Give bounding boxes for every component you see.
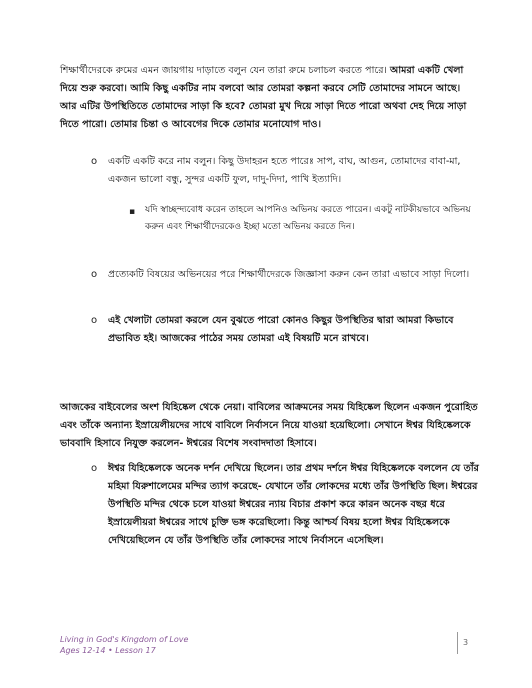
bullet-marker: o xyxy=(91,156,98,167)
bullet-ezekiel-vision: ঈশ্বর যিহিষ্কেলকে অনেক দর্শন দেখিয়ে ছিলেন। তার প্রথম দর্শনে ঈশ্বর যিহিষ্কেলকে বললেন যে তাঁর মহিমা যিরুশালেমের মন্দির ত্যাগ করেছে- যেখানে তাঁর লোকদের মধ্যে তাঁর উপস্থিতি ছিল। ঈশ্বরের উপস্থিতি মন্দির থেকে চলে যাওয়া ঈশ্বরের ন্যায় বিচার প্রকাশ করে কারন অনেক বছর ধরে ইস্রায়েলীয়রা ঈশ্বরের সাথে চুক্তি ভঙ্গ করেছিলো। কিন্তু আশ্চর্য বিষয় হলো ঈশ্বর যিহিষ্কেলকে দেখিয়েছিলেন যে তাঁর উপস্থিতি তাঁর লোকদের সাথে নির্বাসনে এসেছিল। xyxy=(108,463,479,546)
bullet-examples: একটি একটি করে নাম বলুন। কিছু উদাহরন হতে পারেঃ সাপ, বাঘ, আগুন, তোমাদের বাবা-মা, একজন ভালো বন্ধু, সুন্দর একটি ফুল, দাদু-দিদা, পাখি ইত্যাদি। xyxy=(108,156,461,185)
footer-divider xyxy=(457,632,458,654)
footer-separator: • xyxy=(107,646,113,655)
footer-title: Living in God's Kingdom of Love xyxy=(60,635,189,644)
sub-bullet-marker: ▪ xyxy=(129,207,136,217)
bible-context-paragraph: আজকের বাইবেলের অংশ যিহিষ্কেল থেকে নেয়া। বাবিলের আক্রমনের সময় যিহিষ্কেল ছিলেন একজন পুরোহিত এবং তাঁকে অন্যান্য ইস্রায়েলীয়দের সাথে বাবিলে নির্বাসনে নিয়ে যাওয়া হয়েছিলো। সেখানে ঈশ্বর যিহিষ্কেলকে ভাববাদি হিসাবে নিযুক্ত করলেন- ঈশ্বরের বিশেষ সংবাদদাতা হিসাবে। xyxy=(60,402,478,449)
intro-script-text: আমরা একটি খেলা দিয়ে শুরু করবো। আমি কিছু একটির নাম বলবো আর তোমরা কল্পনা করবে সেটি তোমাদের সামনে আছে। আর এটির উপস্থিতিতে তোমাদের সাড়া কি হবে? তোমরা মুখ দিয়ে সাড়া দিতে পারো অথবা দেহ দিয়ে সাড়া দিতে পারো। তোমার চিন্তা ও আবেগের দিকে তোমার মনোযোগ দাও। xyxy=(60,65,467,130)
intro-paragraph xyxy=(60,62,478,134)
footer-ages: Ages 12-14 xyxy=(60,646,106,655)
sub-bullet-acting: যদি স্বাচ্ছন্দ্যবোধ করেন তাহলে আপনিও অভিনয় করতে পারেন। একটু নাটকীয়ভাবে অভিনয় করুন এবং শিক্ষার্থীদেরকেও ইচ্ছা মতো অভিনয় করতে দিন। xyxy=(145,205,471,232)
page-number: 3 xyxy=(463,638,469,647)
bullet-ask-students: প্রত্যেকটি বিষয়ের অভিনয়ের পরে শিক্ষার্থীদেরকে জিজ্ঞাসা করুন কেন তারা এভাবে সাড়া দিলো। xyxy=(108,269,470,280)
bullet-marker: o xyxy=(91,463,98,474)
bullet-marker: o xyxy=(91,269,98,280)
footer-lesson: Lesson 17 xyxy=(115,646,156,655)
footer-lesson-line xyxy=(60,645,188,656)
intro-instruction-text: শিক্ষার্থীদেরকে রুমের এমন জায়গায় দাড়াতে বলুন যেন তারা রুমে চলাচল করতে পারে। xyxy=(60,65,390,76)
page-footer xyxy=(60,634,188,656)
bullet-marker: o xyxy=(91,315,98,326)
bullet-game-purpose: এই খেলাটা তোমরা করলে যেন বুঝতে পারো কোনও কিছুর উপস্থিতির দ্বারা আমরা কিভাবে প্রভাবিত হই। আজকের পাঠের সময় তোমরা এই বিষয়টি মনে রাখবে। xyxy=(108,315,454,344)
